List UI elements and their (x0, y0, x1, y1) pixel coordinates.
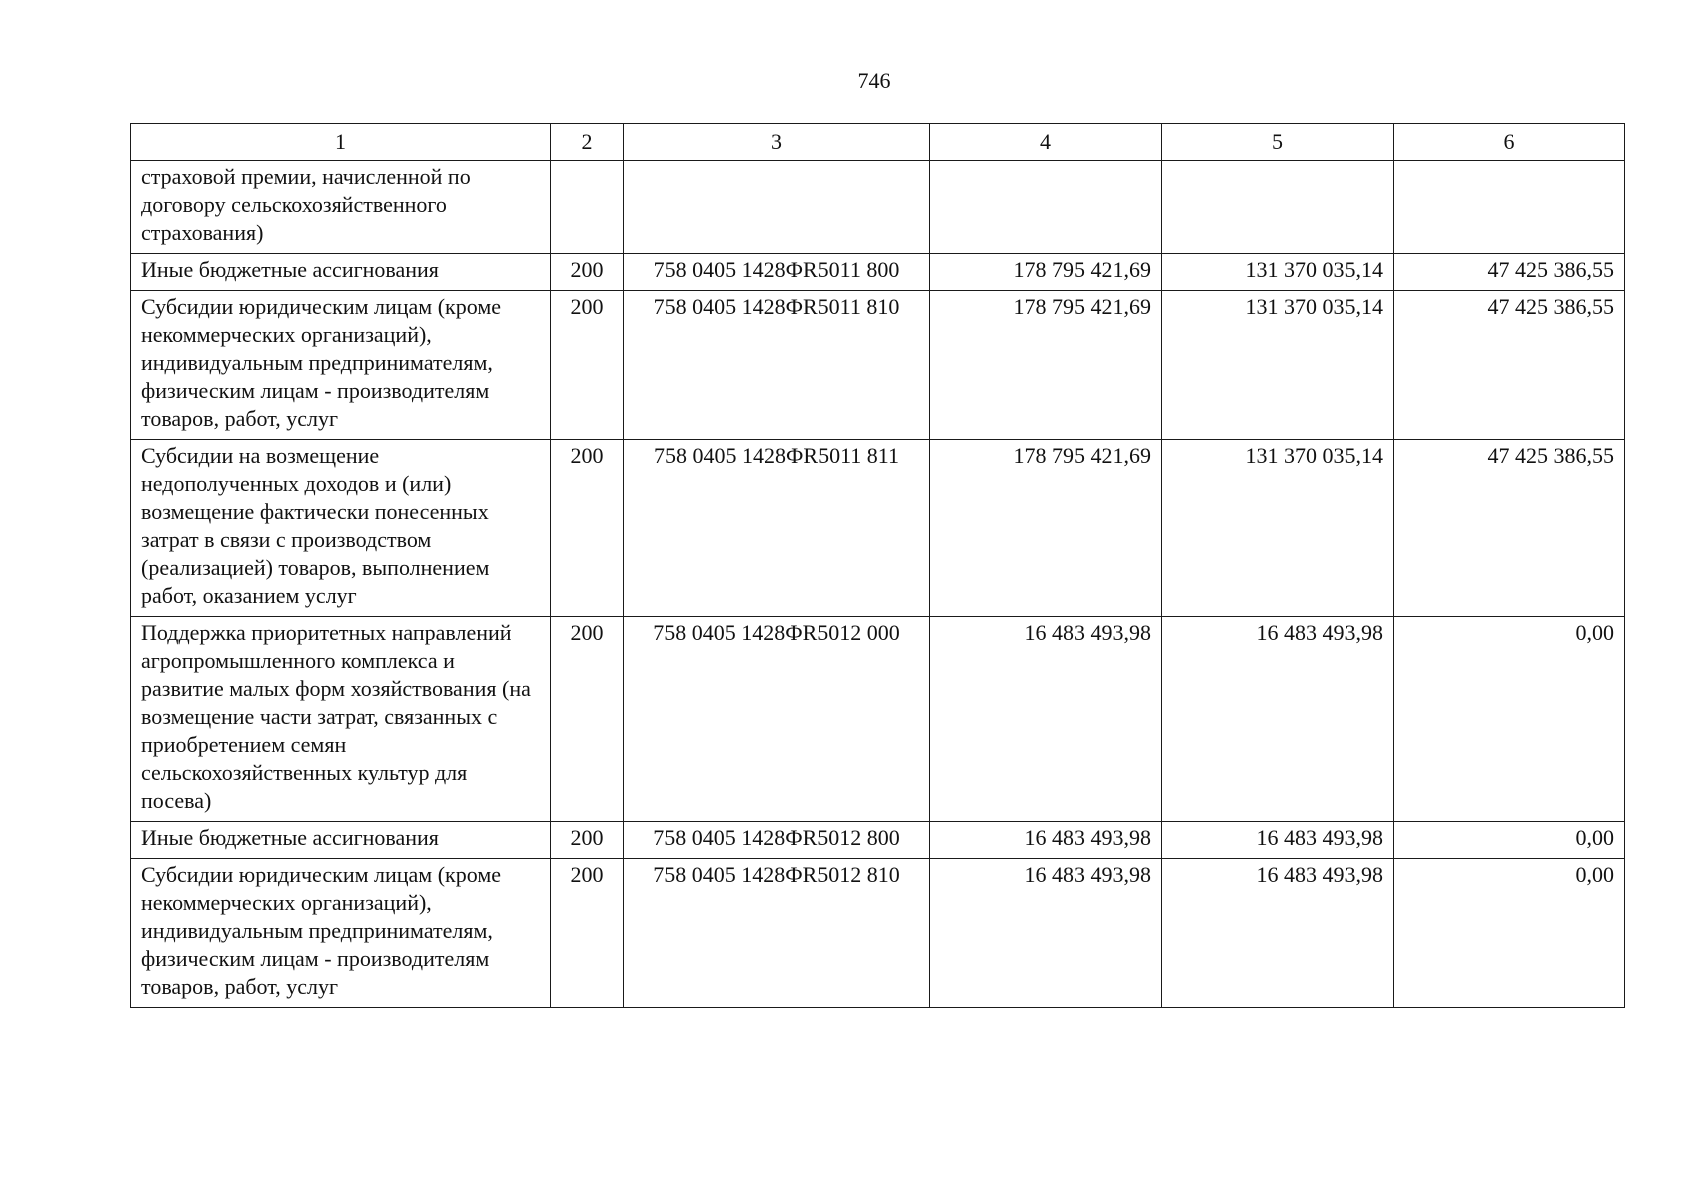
column-header-3: 3 (624, 124, 930, 161)
row-col6: 0,00 (1394, 859, 1625, 1008)
row-kbk: 758 0405 1428ФR5012 000 (624, 617, 930, 822)
row-kbk: 758 0405 1428ФR5011 811 (624, 440, 930, 617)
column-header-2: 2 (551, 124, 624, 161)
row-kbk: 758 0405 1428ФR5011 810 (624, 291, 930, 440)
table-row (131, 822, 1625, 859)
row-col4: 16 483 493,98 (930, 859, 1162, 1008)
row-name: Субсидии юридическим лицам (кроме некоммерческих организаций), индивидуальным предпринимателям, физическим лицам - производителям товаров, работ, услуг (131, 859, 551, 1008)
table-row (131, 617, 1625, 822)
row-kbk (624, 161, 930, 254)
column-header-6: 6 (1394, 124, 1625, 161)
row-code: 200 (551, 822, 624, 859)
table-header-row (131, 124, 1625, 161)
row-kbk: 758 0405 1428ФR5011 800 (624, 254, 930, 291)
row-col5 (1162, 161, 1394, 254)
row-col6: 0,00 (1394, 617, 1625, 822)
row-col4: 178 795 421,69 (930, 440, 1162, 617)
row-name: страховой премии, начисленной по договору сельскохозяйственного страхования) (131, 161, 551, 254)
row-code: 200 (551, 291, 624, 440)
row-col5: 16 483 493,98 (1162, 617, 1394, 822)
table-row (131, 161, 1625, 254)
column-header-5: 5 (1162, 124, 1394, 161)
row-col6: 47 425 386,55 (1394, 291, 1625, 440)
row-col4: 16 483 493,98 (930, 822, 1162, 859)
row-code (551, 161, 624, 254)
row-col5: 131 370 035,14 (1162, 254, 1394, 291)
row-name: Иные бюджетные ассигнования (131, 254, 551, 291)
row-code: 200 (551, 617, 624, 822)
row-col6: 47 425 386,55 (1394, 254, 1625, 291)
row-col6 (1394, 161, 1625, 254)
row-col4: 178 795 421,69 (930, 254, 1162, 291)
row-kbk: 758 0405 1428ФR5012 800 (624, 822, 930, 859)
row-col6: 0,00 (1394, 822, 1625, 859)
table-row (131, 291, 1625, 440)
row-col4: 178 795 421,69 (930, 291, 1162, 440)
row-code: 200 (551, 859, 624, 1008)
page-number: 746 (857, 68, 891, 93)
row-name: Поддержка приоритетных направлений агропромышленного комплекса и развитие малых форм хозяйствования (на возмещение части затрат, связанных с приобретением семян сельскохозяйственных культур для посева) (131, 617, 551, 822)
table-row (131, 254, 1625, 291)
row-col5: 16 483 493,98 (1162, 859, 1394, 1008)
row-code: 200 (551, 254, 624, 291)
column-header-4: 4 (930, 124, 1162, 161)
column-header-1: 1 (131, 124, 551, 161)
row-col5: 131 370 035,14 (1162, 291, 1394, 440)
row-col4: 16 483 493,98 (930, 617, 1162, 822)
row-col6: 47 425 386,55 (1394, 440, 1625, 617)
row-code: 200 (551, 440, 624, 617)
table-row (131, 859, 1625, 1008)
row-col5: 131 370 035,14 (1162, 440, 1394, 617)
row-name: Иные бюджетные ассигнования (131, 822, 551, 859)
row-col4 (930, 161, 1162, 254)
budget-table (130, 123, 1625, 1008)
row-col5: 16 483 493,98 (1162, 822, 1394, 859)
row-name: Субсидии на возмещение недополученных доходов и (или) возмещение фактически понесенных затрат в связи с производством (реализацией) товаров, выполнением работ, оказанием услуг (131, 440, 551, 617)
row-name: Субсидии юридическим лицам (кроме некоммерческих организаций), индивидуальным предпринимателям, физическим лицам - производителям товаров, работ, услуг (131, 291, 551, 440)
row-kbk: 758 0405 1428ФR5012 810 (624, 859, 930, 1008)
table-row (131, 440, 1625, 617)
